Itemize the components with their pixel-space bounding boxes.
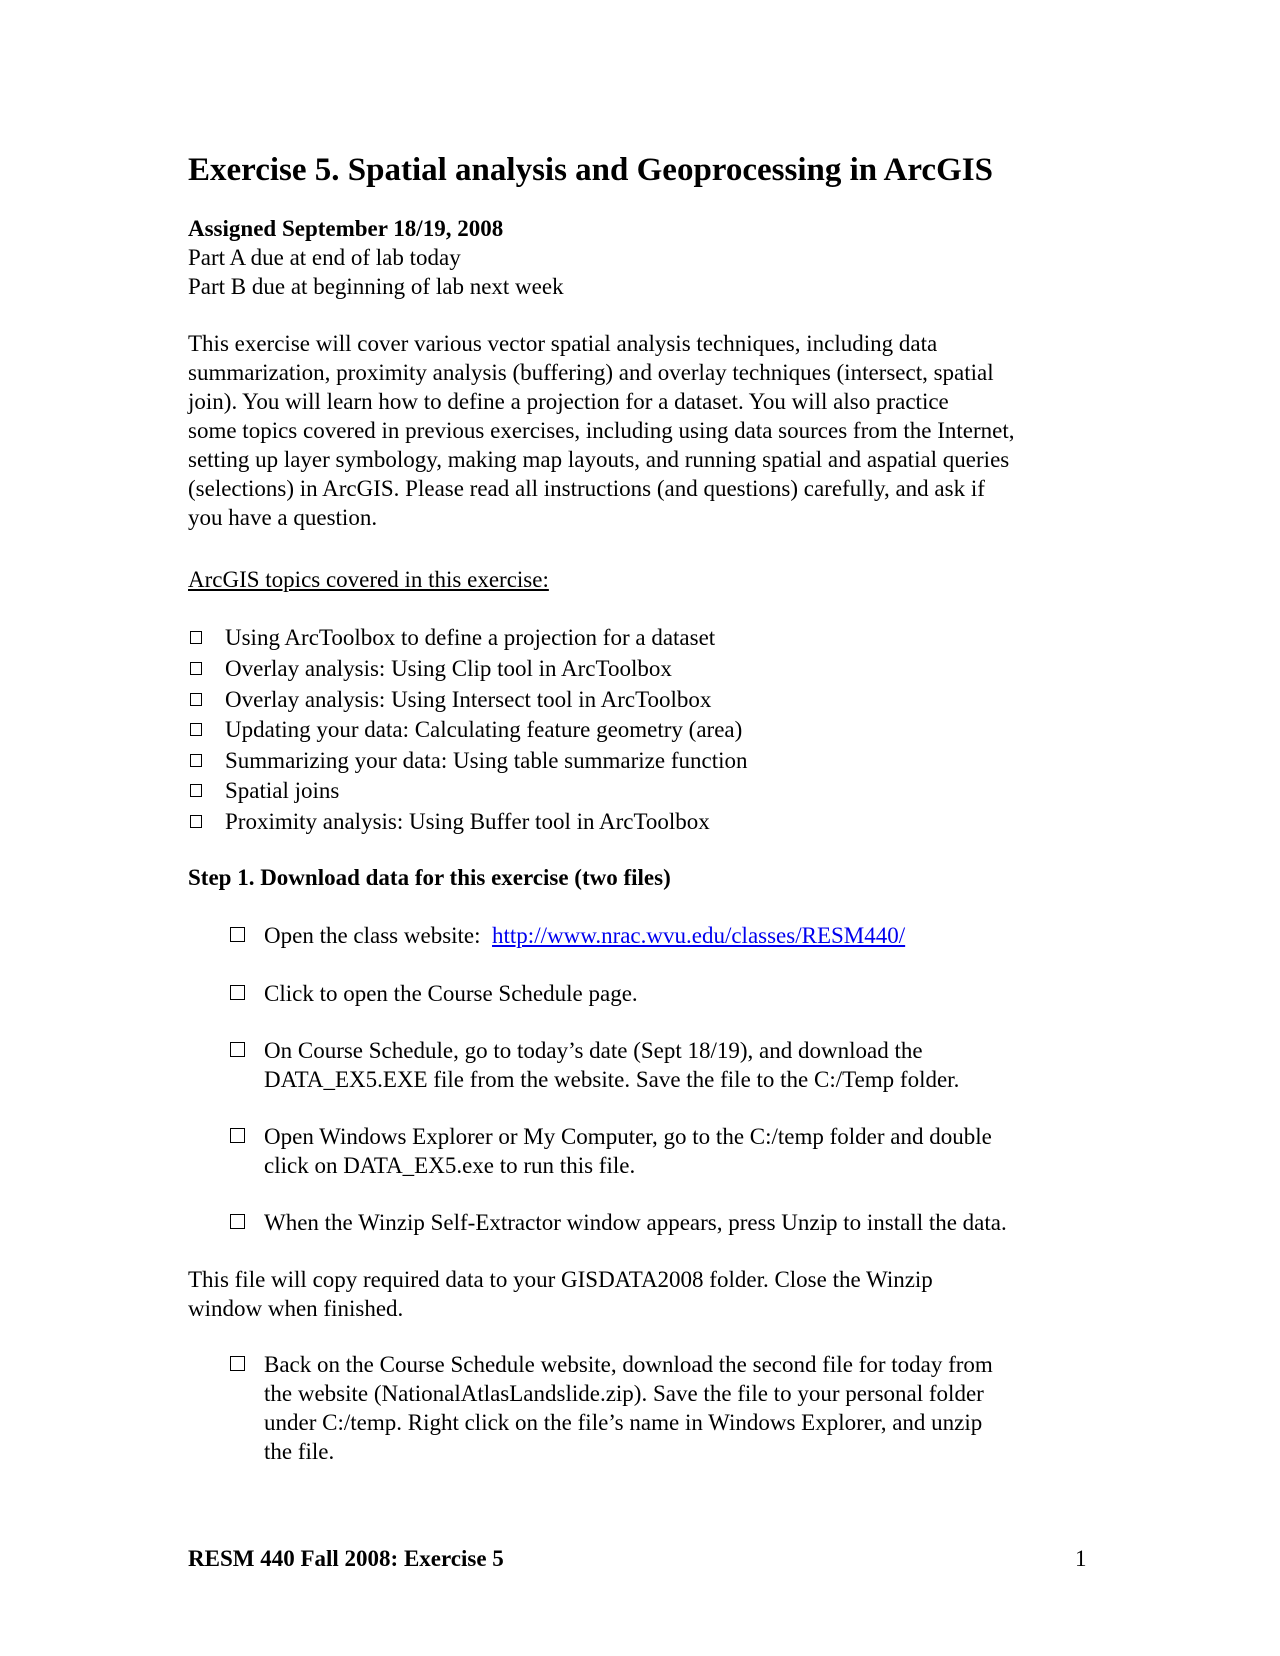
step1-heading: Step 1. Download data for this exercise (two files) [188,865,671,890]
topic-label: Using ArcToolbox to define a projection for a dataset [225,625,716,650]
step-text: When the Winzip Self-Extractor window appears, press Unzip to install the data. [264,1210,1007,1235]
topic-label: Overlay analysis: Using Clip tool in ArcToolbox [225,656,672,681]
due-part-b: Part B due at beginning of lab next week [188,274,564,299]
intro-line: some topics covered in previous exercises, including using data sources from the Internet, [188,418,1015,443]
topic-label: Updating your data: Calculating feature geometry (area) [225,717,743,742]
checkbox-icon[interactable] [190,754,202,767]
intro-line: join). You will learn how to define a projection for a dataset. You will also practice [188,389,949,414]
copy-line: window when finished. [188,1296,404,1321]
checkbox-icon[interactable] [230,1042,245,1057]
step-text: Click to open the Course Schedule page. [264,981,638,1006]
checkbox-icon[interactable] [190,815,202,828]
intro-line: you have a question. [188,505,378,530]
checkbox-icon[interactable] [230,985,245,1000]
intro-paragraph [188,329,1108,532]
step-text: Open the class website: [264,923,493,948]
topic-label: Spatial joins [225,778,340,803]
intro-line: (selections) in ArcGIS. Please read all instructions (and questions) carefully, and ask if [188,476,985,501]
step-text: the website (NationalAtlasLandslide.zip). Save the file to your personal folder [264,1381,984,1406]
checkbox-icon[interactable] [190,662,202,675]
assigned-date: Assigned September 18/19, 2008 [188,216,504,241]
step-text: under C:/temp. Right click on the file’s name in Windows Explorer, and unzip [264,1410,983,1435]
intro-line: summarization, proximity analysis (buffering) and overlay techniques (intersect, spatial [188,360,994,385]
step-text: Open Windows Explorer or My Computer, go to the C:/temp folder and double [264,1124,992,1149]
footer-course: RESM 440 Fall 2008: Exercise 5 [188,1546,504,1571]
checkbox-icon[interactable] [190,784,202,797]
step-text: click on DATA_EX5.exe to run this file. [264,1153,636,1178]
checkbox-icon[interactable] [230,1356,245,1371]
class-website-link[interactable]: http://www.nrac.wvu.edu/classes/RESM440/ [492,923,906,948]
intro-line: This exercise will cover various vector spatial analysis techniques, including data [188,331,938,356]
step-text: DATA_EX5.EXE file from the website. Save the file to the C:/Temp folder. [264,1067,960,1092]
copy-line: This file will copy required data to your GISDATA2008 folder. Close the Winzip [188,1267,933,1292]
topics-heading: ArcGIS topics covered in this exercise: [188,567,549,592]
topic-label: Overlay analysis: Using Intersect tool in ArcToolbox [225,687,712,712]
step-text: Back on the Course Schedule website, download the second file for today from [264,1352,993,1377]
page-number: 1 [1075,1546,1087,1571]
page-title: Exercise 5. Spatial analysis and Geoprocessing in ArcGIS [188,152,993,188]
intro-line: setting up layer symbology, making map layouts, and running spatial and aspatial queries [188,447,1010,472]
checkbox-icon[interactable] [230,927,245,942]
step-text: On Course Schedule, go to today’s date (Sept 18/19), and download the [264,1038,923,1063]
topic-label: Proximity analysis: Using Buffer tool in ArcToolbox [225,809,710,834]
due-part-a: Part A due at end of lab today [188,245,461,270]
checkbox-icon[interactable] [190,723,202,736]
checkbox-icon[interactable] [230,1128,245,1143]
topic-label: Summarizing your data: Using table summarize function [225,748,748,773]
checkbox-icon[interactable] [190,631,202,644]
copy-paragraph [188,1265,1108,1323]
step-text: the file. [264,1439,335,1464]
checkbox-icon[interactable] [230,1214,245,1229]
checkbox-icon[interactable] [190,693,202,706]
